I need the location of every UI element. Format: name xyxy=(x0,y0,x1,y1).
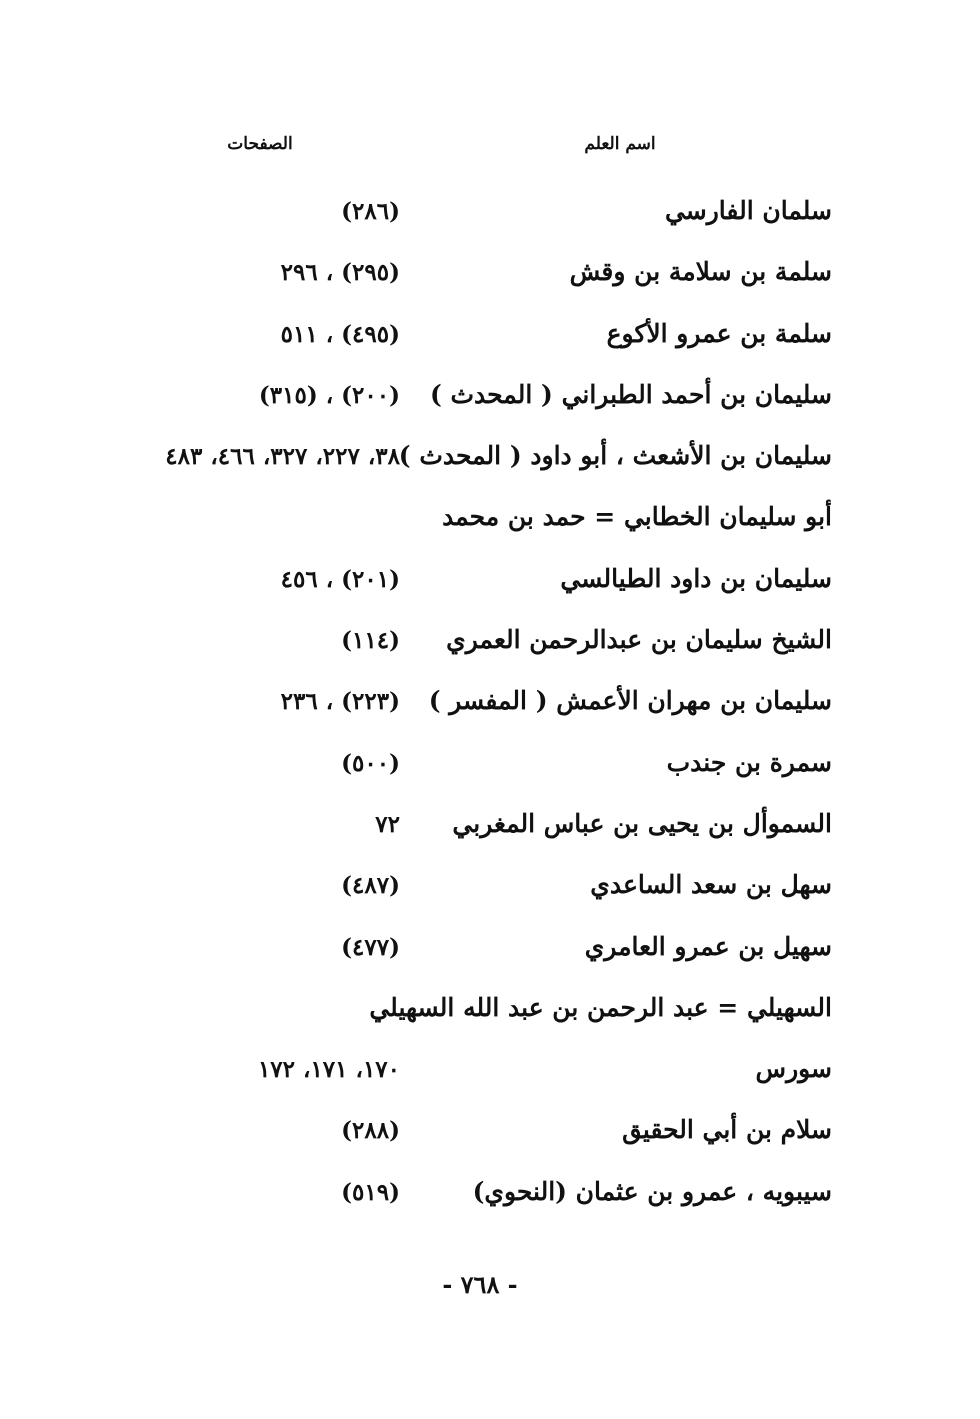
entry-pages: (٤٩٥) ، ٥١١ xyxy=(280,320,400,348)
entry-name: سهل بن سعد الساعدي xyxy=(590,870,832,900)
entry-name: سليمان بن مهران الأعمش ( المفسر ) xyxy=(428,686,832,716)
index-entry xyxy=(0,558,980,619)
entry-name: السهيلي = عبد الرحمن بن عبد الله السهيلي xyxy=(369,992,832,1022)
entry-name: سليمان بن أحمد الطبراني ( المحدث ) xyxy=(429,379,832,409)
entry-name: سمرة بن جندب xyxy=(666,747,832,777)
index-entry xyxy=(0,374,980,435)
entry-pages: (٢٩٥) ، ٢٩٦ xyxy=(280,259,400,287)
entry-pages: ٧٢ xyxy=(375,810,400,838)
entry-name: سورس xyxy=(755,1054,832,1084)
column-header-name: اسم العلم xyxy=(584,134,656,154)
index-entry xyxy=(0,1171,980,1232)
index-entry xyxy=(0,251,980,312)
index-entry xyxy=(0,803,980,864)
entry-pages: (٢٠١) ، ٤٥٦ xyxy=(280,565,400,593)
entry-name: سلمة بن عمرو الأكوع xyxy=(606,318,832,348)
entry-name: سليمان بن داود الطيالسي xyxy=(560,563,832,593)
index-entry xyxy=(0,1048,980,1109)
entry-name: سليمان بن الأشعث ، أبو داود ( المحدث ) xyxy=(398,441,832,471)
entry-pages: (٤٨٧) xyxy=(341,872,400,900)
entry-pages: (٢٢٣) ، ٢٣٦ xyxy=(280,688,400,716)
entry-name: سلام بن أبي الحقيق xyxy=(622,1115,832,1145)
column-header-pages: الصفحات xyxy=(227,134,293,154)
index-entry xyxy=(0,864,980,925)
entry-name: سلمان الفارسي xyxy=(664,196,832,225)
entry-pages: ١٧٠، ١٧١، ١٧٢ xyxy=(257,1056,400,1084)
index-entry xyxy=(0,680,980,741)
entry-name: أبو سليمان الخطابي = حمد بن محمد xyxy=(442,502,832,532)
index-entries xyxy=(0,190,980,1232)
index-entry xyxy=(0,926,980,987)
index-entry xyxy=(0,435,980,496)
entry-pages: ٣٨، ٢٢٧، ٣٢٧، ٤٦٦، ٤٨٣ xyxy=(165,443,400,471)
entry-pages: (٢٨٦) xyxy=(341,198,400,225)
entry-name: السموأل بن يحيى بن عباس المغربي xyxy=(452,808,832,838)
entry-pages: (٢٠٠) ، (٣١٥) xyxy=(258,381,400,409)
index-entry xyxy=(0,987,980,1048)
entry-pages: (٤٧٧) xyxy=(341,933,400,961)
index-entry xyxy=(0,313,980,374)
entry-name: سيبويه ، عمرو بن عثمان (النحوي) xyxy=(472,1176,832,1206)
page-number: - ٧٦٨ - xyxy=(442,1270,518,1299)
entry-pages: (٥٠٠) xyxy=(341,749,400,777)
entry-name: سلمة بن سلامة بن وقش xyxy=(569,257,832,287)
entry-name: سهيل بن عمرو العامري xyxy=(584,931,832,961)
index-entry xyxy=(0,742,980,803)
entry-pages: (٥١٩) xyxy=(341,1178,400,1206)
index-entry xyxy=(0,496,980,557)
index-entry xyxy=(0,619,980,680)
index-entry xyxy=(0,1109,980,1170)
entry-name: الشيخ سليمان بن عبدالرحمن العمري xyxy=(446,625,832,655)
entry-pages: (١١٤) xyxy=(341,627,400,655)
index-entry xyxy=(0,190,980,251)
entry-pages: (٢٨٨) xyxy=(341,1117,400,1145)
